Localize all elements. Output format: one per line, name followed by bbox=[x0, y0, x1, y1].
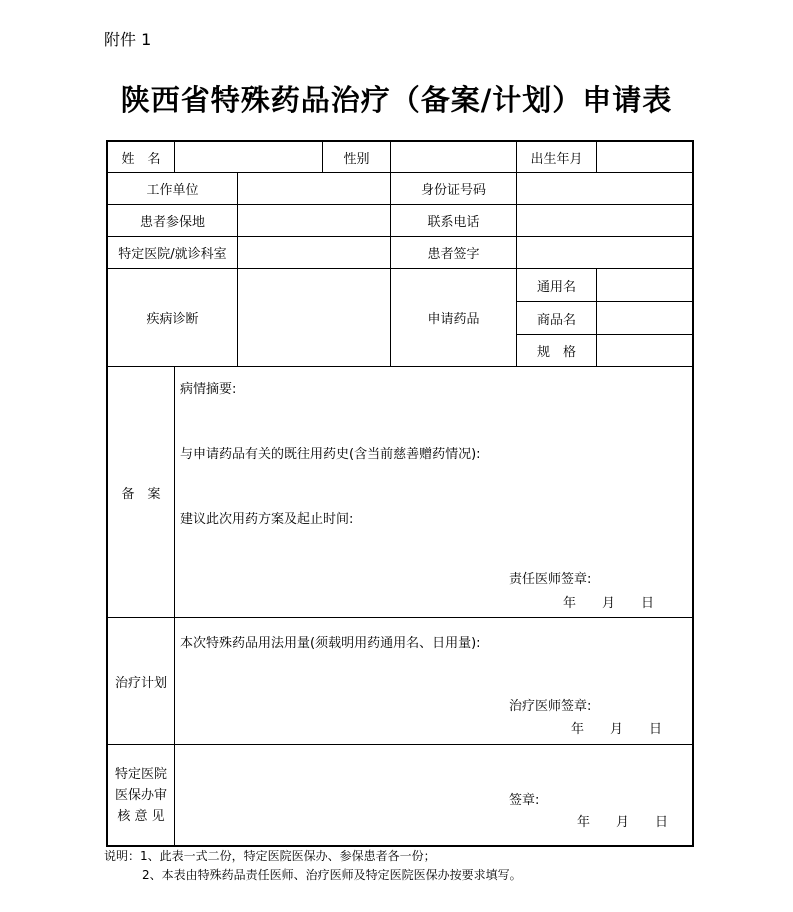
treatment-plan-section-label: 治疗计划 bbox=[114, 675, 167, 691]
responsible-doctor-signature-label: 责任医师签章: bbox=[509, 572, 592, 587]
trade-name-field[interactable] bbox=[597, 302, 692, 334]
review-field[interactable] bbox=[175, 745, 692, 845]
employer-label: 工作单位 bbox=[146, 183, 199, 198]
name-field[interactable] bbox=[175, 142, 322, 172]
birth-label: 出生年月 bbox=[530, 151, 583, 167]
specification-label: 规 格 bbox=[536, 345, 576, 360]
form-title: 陕西省特殊药品治疗（备案/计划）申请表 bbox=[120, 83, 673, 117]
id-number-label: 身份证号码 bbox=[420, 183, 486, 198]
diagnosis-label: 疾病诊断 bbox=[146, 312, 199, 327]
note-line-2: 2、本表由特殊药品责任医师、治疗医师及特定医院医保办按要求填写。 bbox=[142, 868, 522, 882]
review-label-line: 医保办审 bbox=[114, 787, 167, 803]
applied-drug-label: 申请药品 bbox=[427, 312, 480, 327]
patient-signature-field[interactable] bbox=[517, 237, 692, 268]
record-date-label: 年 月 日 bbox=[563, 596, 655, 611]
condition-summary-label: 病情摘要: bbox=[180, 382, 237, 397]
diagnosis-field[interactable] bbox=[238, 269, 390, 366]
phone-field[interactable] bbox=[517, 205, 692, 236]
border-right bbox=[692, 140, 694, 847]
review-signature-label: 签章: bbox=[509, 793, 540, 808]
name-label: 姓 名 bbox=[121, 151, 161, 167]
generic-name-field[interactable] bbox=[597, 269, 692, 301]
review-label-line: 核 意 见 bbox=[117, 808, 165, 824]
generic-name-label: 通用名 bbox=[536, 279, 576, 295]
treatment-field[interactable] bbox=[175, 618, 692, 744]
employer-field[interactable] bbox=[238, 173, 390, 204]
phone-label: 联系电话 bbox=[427, 215, 480, 230]
trade-name-label: 商品名 bbox=[536, 312, 576, 328]
birth-field[interactable] bbox=[597, 142, 692, 172]
hospital-dept-field[interactable] bbox=[238, 237, 390, 268]
medication-history-label: 与申请药品有关的既往用药史(含当前慈善赠药情况): bbox=[180, 447, 481, 462]
insured-place-field[interactable] bbox=[238, 205, 390, 236]
insured-place-label: 患者参保地 bbox=[139, 215, 205, 230]
review-date-label: 年 月 日 bbox=[577, 815, 669, 830]
attachment-label: 附件 1 bbox=[104, 30, 152, 49]
review-label bbox=[108, 745, 174, 845]
usage-dosage-label: 本次特殊药品用法用量(须载明用药通用名、日用量): bbox=[180, 636, 481, 651]
note-line-1: 说明：1、此表一式二份，特定医院医保办、参保患者各一份； bbox=[104, 849, 436, 863]
gender-field[interactable] bbox=[391, 142, 516, 172]
gender-label: 性别 bbox=[343, 151, 370, 167]
treatment-plan-label: 建议此次用药方案及起止时间: bbox=[180, 512, 354, 527]
record-field[interactable] bbox=[175, 367, 692, 617]
hospital-dept-label: 特定医院/就诊科室 bbox=[118, 247, 227, 262]
specification-field[interactable] bbox=[597, 335, 692, 366]
treating-doctor-signature-label: 治疗医师签章: bbox=[509, 699, 592, 714]
id-number-field[interactable] bbox=[517, 173, 692, 204]
patient-signature-label: 患者签字 bbox=[427, 247, 480, 262]
record-label: 备 案 bbox=[121, 486, 161, 502]
treatment-date-label: 年 月 日 bbox=[571, 722, 663, 737]
review-label-line: 特定医院 bbox=[114, 766, 167, 782]
